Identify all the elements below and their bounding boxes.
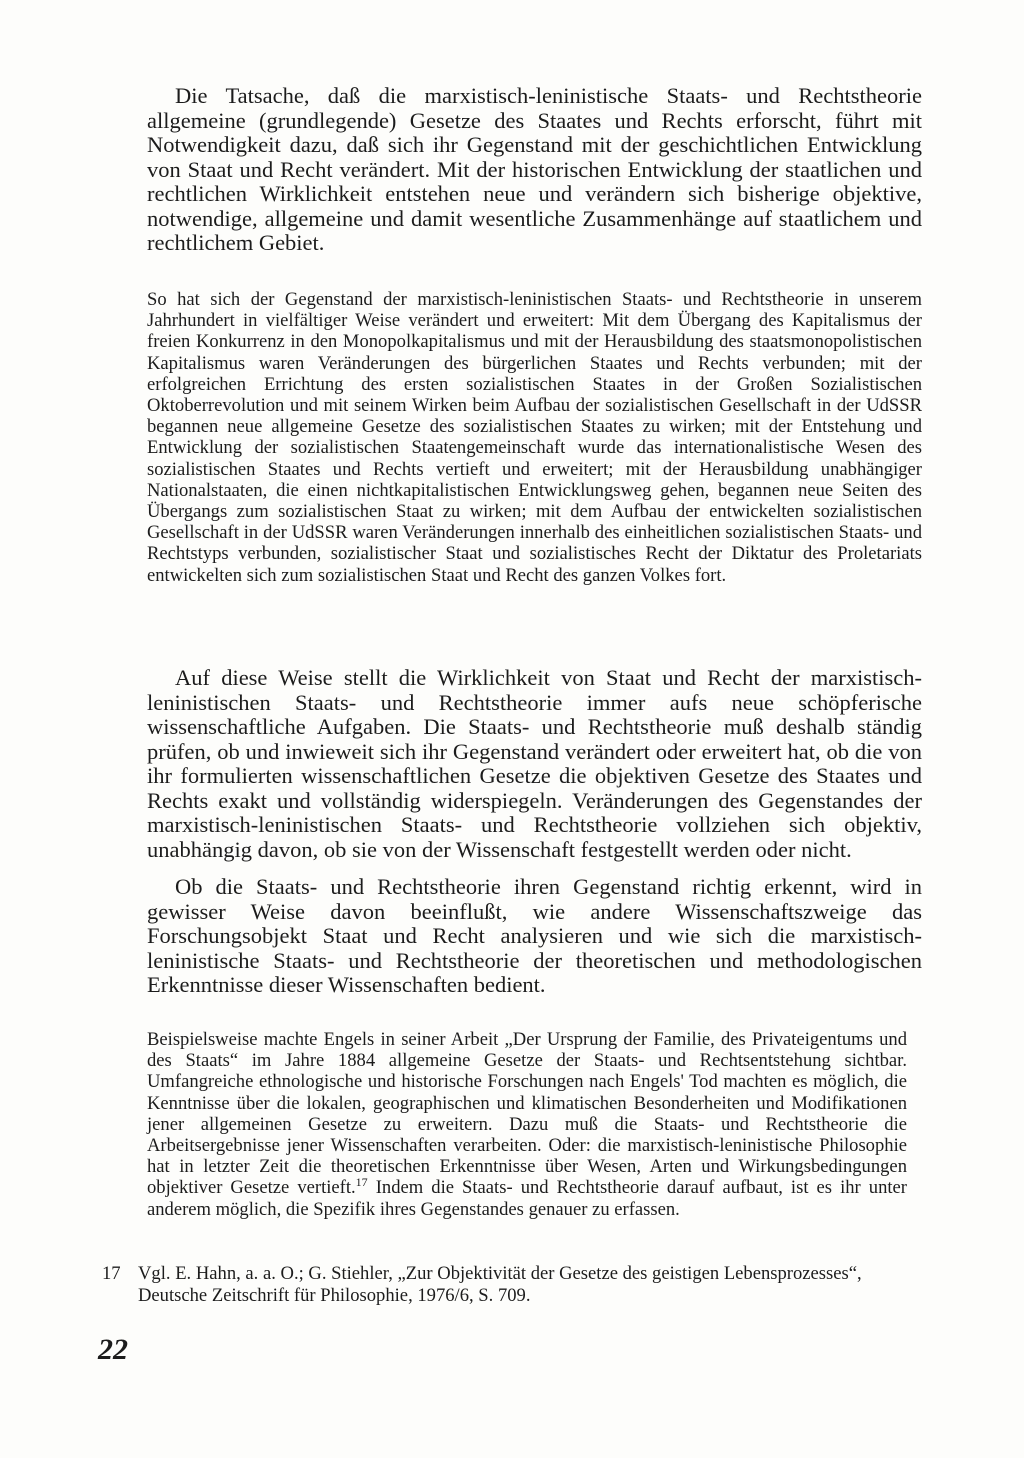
- footnote-number: 17: [102, 1263, 121, 1284]
- footnote: [102, 1263, 902, 1307]
- footnote-text: Vgl. E. Hahn, a. a. O.; G. Stiehler, „Zur Objektivität der Gesetze des geistigen Lebensprozesses“, Deutsche Zeitschrift für Philosophie, 1976/6, S. 709.: [138, 1263, 862, 1306]
- example-paragraph-2-text-part-1: Beispielsweise machte Engels in seiner Arbeit „Der Ursprung der Familie, des Privateigentums und des Staats“ im Jahre 1884 allgemeine Gesetze der Staats- und Rechtsentstehung sichtbar. Umfangreiche ethnologische und historische Forschungen nach Engels' Tod machten es möglich, die Kenntnisse über die lokalen, geographischen und klimatischen Besonderheiten und Modifikationen jener allgemeinen Gesetze zu erweitern. Dazu muß die Staats- und Rechtstheorie die Arbeitsergebnisse jener Wissenschaften verarbeiten. Oder: die marxistisch-leninistische Philosophie hat in letzter Zeit die theoretischen Erkenntnisse über Wesen, Arten und Wirkungsbedingungen objektiver Gesetze vertieft.: [147, 1029, 907, 1199]
- footnote-reference-17[interactable]: 17: [355, 1175, 368, 1190]
- indented-example-paragraph-1: So hat sich der Gegenstand der marxistisch-leninistischen Staats- und Rechtstheorie in unserem Jahrhundert in vielfältiger Weise verändert und erweitert: Mit dem Übergang des Kapitalismus der freien Konkurrenz in den Monopolkapitalismus und mit der Herausbildung des staatsmonopolistischen Kapitalismus waren Veränderungen des bürgerlichen Staates und Rechts verbunden; mit der erfolgreichen Errichtung des ersten sozialistischen Staates in der Großen Sozialistischen Oktoberrevolution und mit seinem Wirken beim Aufbau der sozialistischen Gesellschaft in der UdSSR begannen neue allgemeine Gesetze des sozialistischen Staates zu wirken; mit der Entstehung und Entwicklung der sozialistischen Staatengemeinschaft wurde das internationalistische Wesen des sozialistischen Staates und Rechts vertieft und erweitert; mit der Herausbildung unabhängiger Nationalstaaten, die einen nichtkapitalistischen Entwicklungsweg gehen, begannen neue Seiten des Übergangs zum sozialistischen Staat zu wirken; mit dem Aufbau der entwickelten sozialistischen Gesellschaft in der UdSSR waren Veränderungen innerhalb des einheitlichen sozialistischen Staats- und Rechtstyps verbunden, sozialistischer Staat und sozialistisches Recht der Diktatur des Proletariats entwickelten sich zum sozialistischen Staat und Recht des ganzen Volkes fort.: [147, 289, 922, 586]
- page-number: 22: [98, 1333, 128, 1366]
- body-paragraph-2: Auf diese Weise stellt die Wirklichkeit von Staat und Recht der marxistisch-leninistischen Staats- und Rechtstheorie immer aufs neue schöpferische wissenschaftliche Aufgaben. Die Staats- und Rechtstheorie muß deshalb ständig prüfen, ob und inwieweit sich ihr Gegenstand verändert oder erweitert hat, ob die von ihr formulierten wissenschaftlichen Gesetze die objektiven Gesetze des Staates und Rechts exakt und vollständig widerspiegeln. Veränderungen des Gegenstandes der marxistisch-leninistischen Staats- und Rechtstheorie vollziehen sich objektiv, unabhängig davon, ob sie von der Wissenschaft festgestellt werden oder nicht.: [147, 665, 922, 862]
- indented-example-paragraph-2: [147, 1029, 907, 1220]
- body-paragraph-3: Ob die Staats- und Rechtstheorie ihren Gegenstand richtig erkennt, wird in gewisser Weise davon beeinflußt, wie andere Wissenschaftszweige das Forschungsobjekt Staat und Recht analysieren und wie sich die marxistisch-leninistische Staats- und Rechtstheorie der theoretischen und methodologischen Erkenntnisse dieser Wissenschaften bedient.: [147, 874, 922, 997]
- body-paragraph-1: Die Tatsache, daß die marxistisch-leninistische Staats- und Rechtstheorie allgemeine (grundlegende) Gesetze des Staates und Rechts erforscht, führt mit Notwendigkeit dazu, daß sich ihr Gegenstand mit der geschichtlichen Entwicklung von Staat und Recht verändert. Mit der historischen Entwicklung der staatlichen und rechtlichen Wirklichkeit entstehen neue und verändern sich bisherige objektive, notwendige, allgemeine und damit wesentliche Zusammenhänge auf staatlichem und rechtlichem Gebiet.: [147, 83, 922, 255]
- example-paragraph-2-text-part-2: Indem die Staats- und Rechtstheorie darauf aufbaut, ist es ihr unter anderem möglich, die Spezifik ihres Gegenstandes genauer zu erfassen.: [147, 1177, 907, 1220]
